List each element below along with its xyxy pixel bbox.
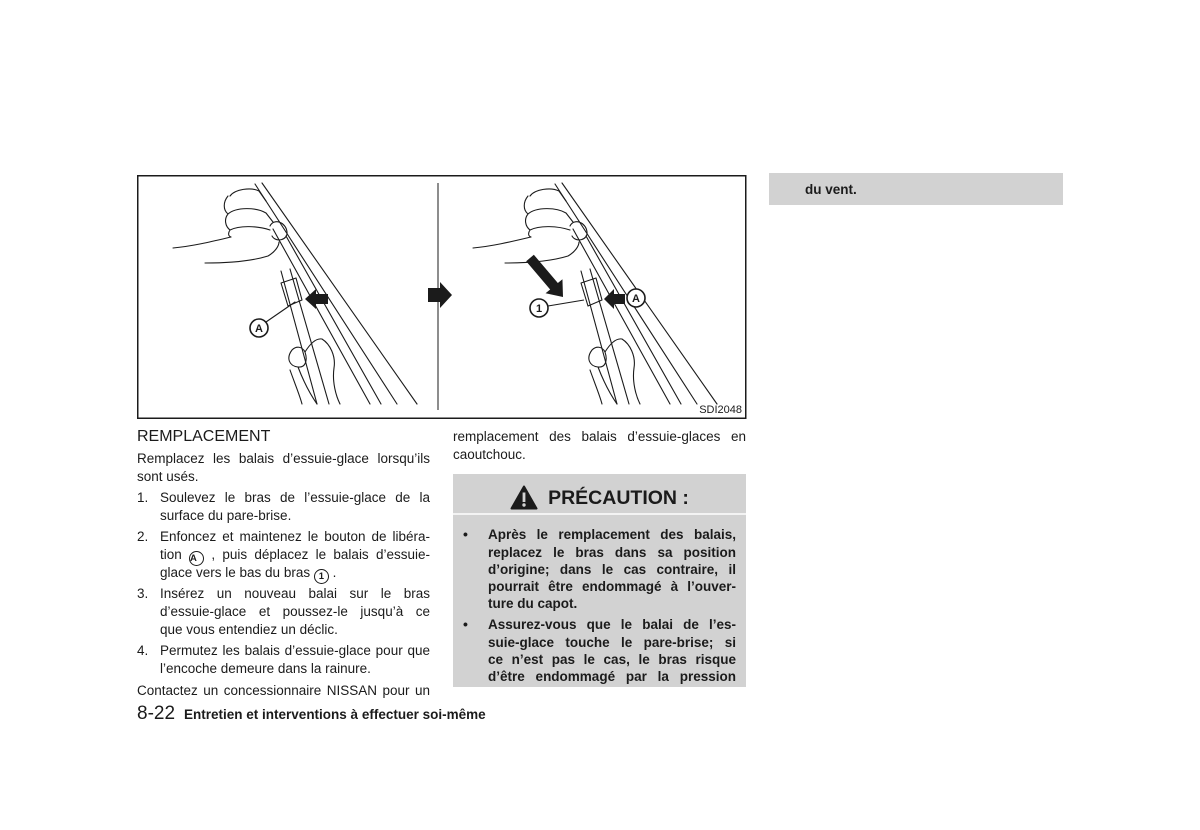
intro-paragraph — [137, 450, 430, 486]
callout-1-badge — [530, 299, 548, 317]
step-line-start: tion — [160, 547, 182, 563]
page-footer — [137, 703, 486, 726]
callout-a-reference: A — [189, 551, 204, 566]
precaution-line: suie-glace touche le pare-brise; si — [488, 634, 736, 650]
step-line: d’essuie-glace et poussez-le jusqu’à ce — [160, 604, 430, 620]
step-text — [160, 528, 430, 581]
precaution-line: ture du capot. — [488, 596, 578, 612]
step-number: 1. — [137, 490, 149, 506]
step-line: Permutez les balais d’essuie-glace pour que — [160, 643, 430, 659]
step-line: que vous entendiez un déclic. — [160, 621, 338, 637]
step-line-end: . — [332, 564, 337, 580]
illustration-canvas — [137, 175, 747, 419]
step-number: 3. — [137, 586, 149, 602]
precaution-line: replacez le bras dans sa position — [488, 544, 736, 560]
warning-triangle-icon — [510, 485, 538, 510]
step-line-end: , puis déplacez le balais d’essuie- — [211, 547, 430, 563]
callout-a-badge — [627, 289, 645, 307]
precaution-item-text — [488, 616, 736, 685]
closing-line: Contactez un concessionnaire NISSAN pour un — [137, 682, 430, 698]
step-number: 4. — [137, 643, 149, 659]
right-panel-drawing — [473, 183, 717, 404]
step-text — [160, 585, 430, 638]
step-line: Insérez un nouveau balai sur le bras — [160, 586, 430, 602]
bullet-icon: • — [463, 616, 468, 633]
precaution-title: PRÉCAUTION : — [548, 486, 689, 509]
step-4 — [137, 642, 430, 678]
wiper-blade-clip — [281, 278, 302, 306]
page-number: 8-22 — [137, 703, 176, 724]
step-text — [160, 489, 430, 525]
step-2 — [137, 528, 430, 581]
step-line-start: glace vers le bas du bras — [160, 564, 311, 580]
step-1 — [137, 489, 430, 525]
upper-hand — [473, 189, 579, 263]
wiper-replacement-illustration — [137, 175, 747, 419]
wiper-arm-pivot — [270, 222, 287, 240]
callout-a-badge — [250, 319, 268, 337]
intro-line: sont usés. — [137, 468, 199, 484]
callout-a-label: A — [632, 293, 640, 305]
precaution-box — [453, 474, 746, 687]
callout-a-label: A — [255, 323, 263, 335]
step-line: l’encoche demeure dans la rainure. — [160, 661, 371, 677]
step-line: surface du pare-brise. — [160, 507, 292, 523]
callout-1-label: 1 — [535, 303, 543, 315]
bullet-icon: • — [463, 526, 468, 543]
left-column — [137, 427, 430, 699]
precaution-item-text — [488, 526, 736, 612]
figure-code: SDI2048 — [699, 404, 742, 416]
precaution-line: d’être endommagé par la pression — [488, 669, 736, 685]
step-line — [160, 546, 430, 564]
step-line: Enfoncez et maintenez le bouton de libéra- — [160, 529, 430, 545]
precaution-line: Après le remplacement des balais, — [488, 527, 736, 543]
precaution-line: pourrait être endommagé à l’ouver- — [488, 579, 736, 595]
step-number: 2. — [137, 529, 149, 545]
precaution-continuation-box — [769, 173, 1063, 205]
precaution-header — [453, 474, 746, 513]
callout-1-reference: 1 — [314, 569, 329, 584]
upper-hand — [173, 189, 279, 263]
precaution-line: ce n’est pas le cas, le bras risque — [488, 651, 736, 667]
step-3 — [137, 585, 430, 638]
continuation-line: remplacement des balais d’essuie-glaces en — [453, 429, 746, 444]
continuation-line: caoutchouc. — [453, 446, 526, 462]
precaution-continuation-text: du vent. — [805, 182, 857, 197]
callout-a-leader — [266, 302, 295, 322]
wiper-arm-pivot — [570, 222, 587, 240]
transition-arrow — [428, 282, 452, 308]
callout-1-leader — [548, 300, 584, 306]
chapter-title: Entretien et interventions à effectuer soi-même — [184, 707, 486, 722]
precaution-line: Assurez-vous que le balai de l’es- — [488, 617, 736, 633]
step-text — [160, 642, 430, 678]
step-line — [160, 564, 430, 582]
precaution-item — [453, 526, 746, 612]
precaution-list — [453, 515, 746, 685]
windshield-pillar-line — [555, 184, 697, 404]
intro-line: Remplacez les balais d’essuie-glace lorsqu’ils — [137, 451, 430, 466]
precaution-item — [453, 616, 746, 685]
left-panel-drawing — [173, 183, 417, 404]
wiper-blade-clip — [581, 278, 602, 306]
step-line: Soulevez le bras de l’essuie-glace de la — [160, 490, 430, 506]
push-arrow — [604, 289, 625, 309]
section-heading: REMPLACEMENT — [137, 428, 271, 445]
closing-paragraph — [137, 682, 430, 700]
precaution-line: d’origine; dans le cas contraire, il — [488, 561, 736, 577]
middle-column — [453, 428, 746, 464]
windshield-pillar-line — [262, 183, 417, 404]
